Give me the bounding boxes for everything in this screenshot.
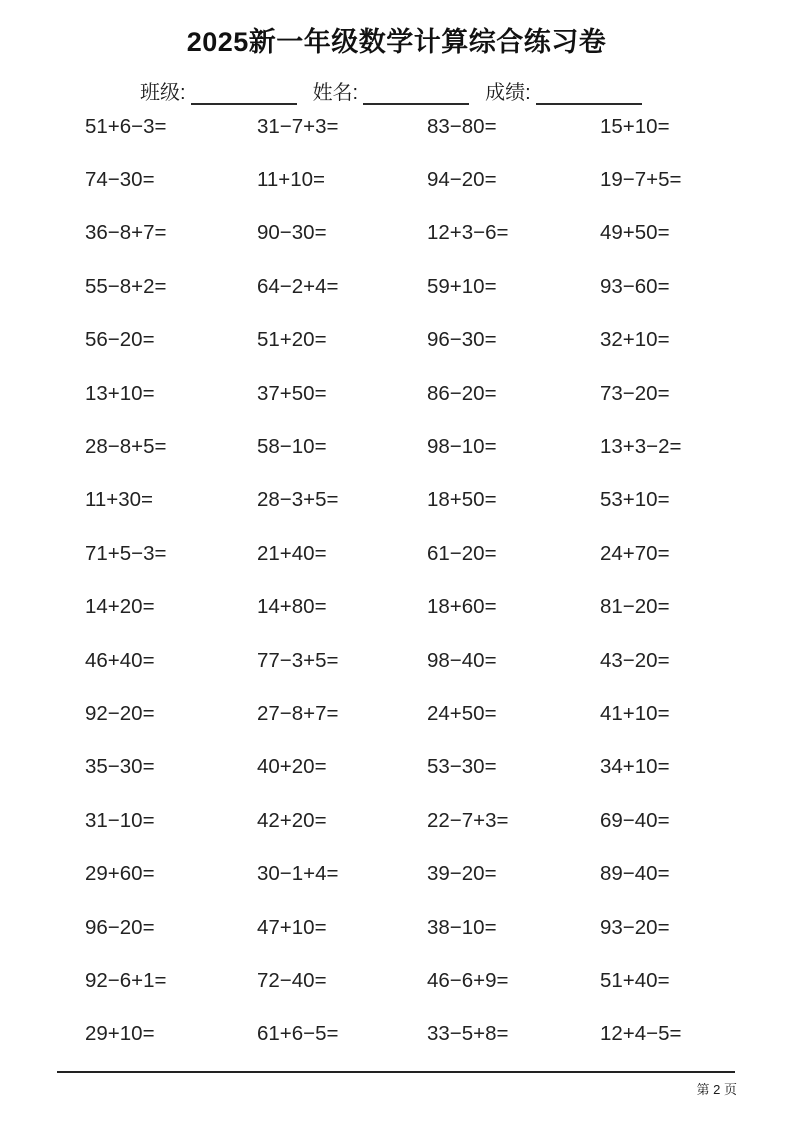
problem-r17-c3: 46−6+9= xyxy=(427,968,509,992)
name-label: 姓名: xyxy=(312,82,359,104)
problem-r11-c2: 77−3+5= xyxy=(257,648,339,672)
problem-r9-c1: 71+5−3= xyxy=(85,541,167,565)
problem-r11-c3: 98−40= xyxy=(427,648,497,672)
problem-r18-c3: 33−5+8= xyxy=(427,1022,509,1046)
problem-r11-c1: 46+40= xyxy=(85,648,155,672)
page-title: 2025新一年级数学计算综合练习卷 xyxy=(186,27,607,57)
problem-r4-c4: 93−60= xyxy=(600,274,670,298)
problem-r3-c2: 90−30= xyxy=(257,221,327,245)
problem-r10-c2: 14+80= xyxy=(257,595,327,619)
problem-r11-c4: 43−20= xyxy=(600,648,670,672)
problem-r5-c3: 96−30= xyxy=(427,328,497,352)
problem-r3-c3: 12+3−6= xyxy=(427,221,509,245)
problem-r18-c1: 29+10= xyxy=(85,1022,155,1046)
problem-r3-c4: 49+50= xyxy=(600,221,670,245)
problem-r13-c2: 40+20= xyxy=(257,755,327,779)
problem-r15-c1: 29+60= xyxy=(85,862,155,886)
problem-r12-c4: 41+10= xyxy=(600,701,670,725)
problem-r17-c4: 51+40= xyxy=(600,968,670,992)
problem-r16-c1: 96−20= xyxy=(85,915,155,939)
problem-r8-c3: 18+50= xyxy=(427,488,497,512)
problem-r7-c1: 28−8+5= xyxy=(85,435,167,459)
problem-r12-c1: 92−20= xyxy=(85,701,155,725)
problem-r4-c1: 55−8+2= xyxy=(85,274,167,298)
problem-r14-c4: 69−40= xyxy=(600,808,670,832)
problem-r2-c2: 11+10= xyxy=(257,168,326,192)
problem-r3-c1: 36−8+7= xyxy=(85,221,167,245)
problem-r2-c1: 74−30= xyxy=(85,168,155,192)
problem-r1-c1: 51+6−3= xyxy=(85,114,167,138)
problem-r8-c4: 53+10= xyxy=(600,488,670,512)
problem-r4-c2: 64−2+4= xyxy=(257,274,339,298)
problem-r7-c4: 13+3−2= xyxy=(600,435,682,459)
problem-r10-c3: 18+60= xyxy=(427,595,497,619)
problem-r18-c2: 61+6−5= xyxy=(257,1022,339,1046)
problem-r1-c2: 31−7+3= xyxy=(257,114,339,138)
footer-page-number: 第 2 页 xyxy=(696,1082,737,1097)
problem-r6-c2: 37+50= xyxy=(257,381,327,405)
problem-r16-c4: 93−20= xyxy=(600,915,670,939)
problem-r5-c2: 51+20= xyxy=(257,328,327,352)
problem-r15-c4: 89−40= xyxy=(600,862,670,886)
problem-r18-c4: 12+4−5= xyxy=(600,1022,682,1046)
problem-r14-c1: 31−10= xyxy=(85,808,155,832)
problem-r6-c3: 86−20= xyxy=(427,381,497,405)
problem-r6-c1: 13+10= xyxy=(85,381,155,405)
score-label: 成绩: xyxy=(485,82,531,104)
problem-r13-c1: 35−30= xyxy=(85,755,155,779)
problem-r13-c3: 53−30= xyxy=(427,755,497,779)
problem-r8-c1: 11+30= xyxy=(85,488,154,512)
problem-r14-c3: 22−7+3= xyxy=(427,808,509,832)
problem-r12-c2: 27−8+7= xyxy=(257,701,339,725)
problems-grid xyxy=(85,100,785,1061)
problem-r9-c2: 21+40= xyxy=(257,541,327,565)
problem-r1-c4: 15+10= xyxy=(600,114,670,138)
problem-r2-c3: 94−20= xyxy=(427,168,497,192)
problem-r17-c2: 72−40= xyxy=(257,968,327,992)
problem-r16-c2: 47+10= xyxy=(257,915,327,939)
problem-r9-c3: 61−20= xyxy=(427,541,497,565)
problem-r8-c2: 28−3+5= xyxy=(257,488,339,512)
problem-r2-c4: 19−7+5= xyxy=(600,168,682,192)
footer-divider xyxy=(57,1071,735,1073)
problem-r12-c3: 24+50= xyxy=(427,701,497,725)
problem-r17-c1: 92−6+1= xyxy=(85,968,167,992)
problem-r1-c3: 83−80= xyxy=(427,114,497,138)
class-label: 班级: xyxy=(140,82,186,104)
problem-r10-c4: 81−20= xyxy=(600,595,670,619)
problem-r5-c1: 56−20= xyxy=(85,328,155,352)
problem-r15-c3: 39−20= xyxy=(427,862,497,886)
problem-r7-c3: 98−10= xyxy=(427,435,497,459)
problem-r16-c3: 38−10= xyxy=(427,915,497,939)
problem-r13-c4: 34+10= xyxy=(600,755,670,779)
problem-r15-c2: 30−1+4= xyxy=(257,862,339,886)
problem-r10-c1: 14+20= xyxy=(85,595,155,619)
problem-r9-c4: 24+70= xyxy=(600,541,670,565)
problem-r4-c3: 59+10= xyxy=(427,274,497,298)
problem-r14-c2: 42+20= xyxy=(257,808,327,832)
problem-r6-c4: 73−20= xyxy=(600,381,670,405)
problem-r5-c4: 32+10= xyxy=(600,328,670,352)
problem-r7-c2: 58−10= xyxy=(257,435,327,459)
